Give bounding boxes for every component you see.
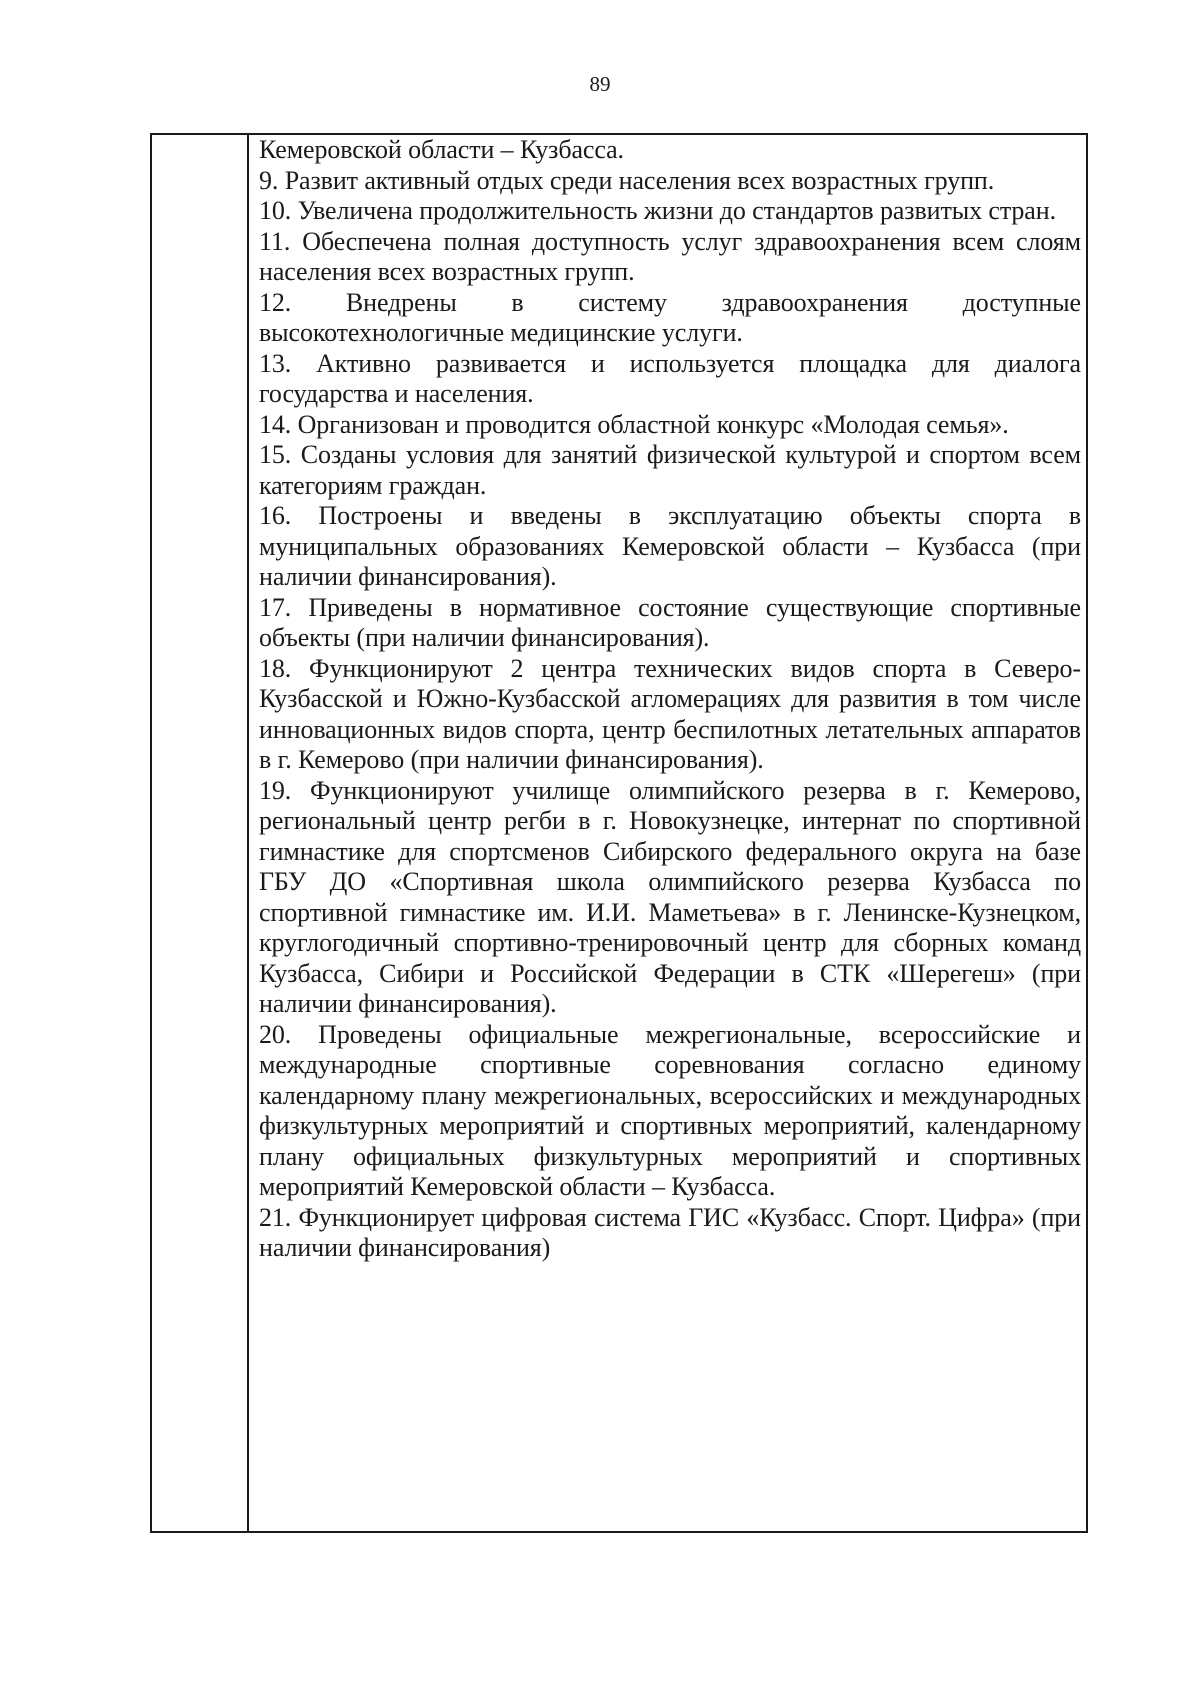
result-item-20: 20. Проведены официальные межрегиональные, всероссийские и международные спортивные соревнования согласно единому календарному плану межрегиональных, всероссийских и международных физкультурных мероприятий и спортивных мероприятий, календарному плану официальных физкультурных мероприятий и спортивных мероприятий Кемеровской области – Кузбасса. <box>259 1019 1081 1201</box>
result-item-continuation: Кемеровской области – Кузбасса. <box>259 135 624 164</box>
result-item-14: 14. Организован и проводится областной конкурс «Молодая семья». <box>259 409 1009 439</box>
result-item-17: 17. Приведены в нормативное состояние существующие спортивные объекты (при наличии финансирования). <box>259 592 1081 652</box>
result-item-10: 10. Увеличена продолжительность жизни до стандартов развитых стран. <box>259 196 1056 225</box>
table-left-cell <box>152 135 249 1531</box>
result-item-13: 13. Активно развивается и используется площадка для диалога государства и населения. <box>259 348 1081 408</box>
result-item-18: 18. Функционируют 2 центра технических видов спорта в Северо-Кузбасской и Южно-Кузбасской агломерациях для развития в том числе инновационных видов спорта, центр беспилотных летательных аппаратов в г. Кемерово (при наличии финансирования). <box>259 653 1081 774</box>
result-item-12: 12. Внедрены в систему здравоохранения доступные высокотехнологичные медицинские услуги. <box>259 287 1081 347</box>
results-table <box>150 133 1088 1533</box>
result-item-16: 16. Построены и введены в эксплуатацию объекты спорта в муниципальных образованиях Кемеровской области – Кузбасса (при наличии финансирования). <box>259 501 1081 591</box>
result-item-15: 15. Созданы условия для занятий физической культурой и спортом всем категориям граждан. <box>259 440 1081 500</box>
result-item-11: 11. Обеспечена полная доступность услуг здравоохранения всем слоям населения всех возрастных групп. <box>259 226 1081 286</box>
result-item-21: 21. Функционирует цифровая система ГИС «Кузбасс. Спорт. Цифра» (при наличии финансирования) <box>259 1202 1081 1262</box>
result-item-19: 19. Функционируют училище олимпийского резерва в г. Кемерово, региональный центр регби в г. Новокузнецке, интернат по спортивной гимнастике для спортсменов Сибирского федерального округа на базе ГБУ ДО «Спортивная школа олимпийского резерва Кузбасса по спортивной гимнастике им. И.И. Маметьева» в г. Ленинске-Кузнецком, круглогодичный спортивно-тренировочный центр для сборных команд Кузбасса, Сибири и Российской Федерации в СТК «Шерегеш» (при наличии финансирования). <box>259 775 1081 1018</box>
result-item-9: 9. Развит активный отдых среди населения всех возрастных групп. <box>259 165 995 195</box>
page-number: 89 <box>589 72 611 96</box>
table-right-cell <box>259 135 1081 1264</box>
